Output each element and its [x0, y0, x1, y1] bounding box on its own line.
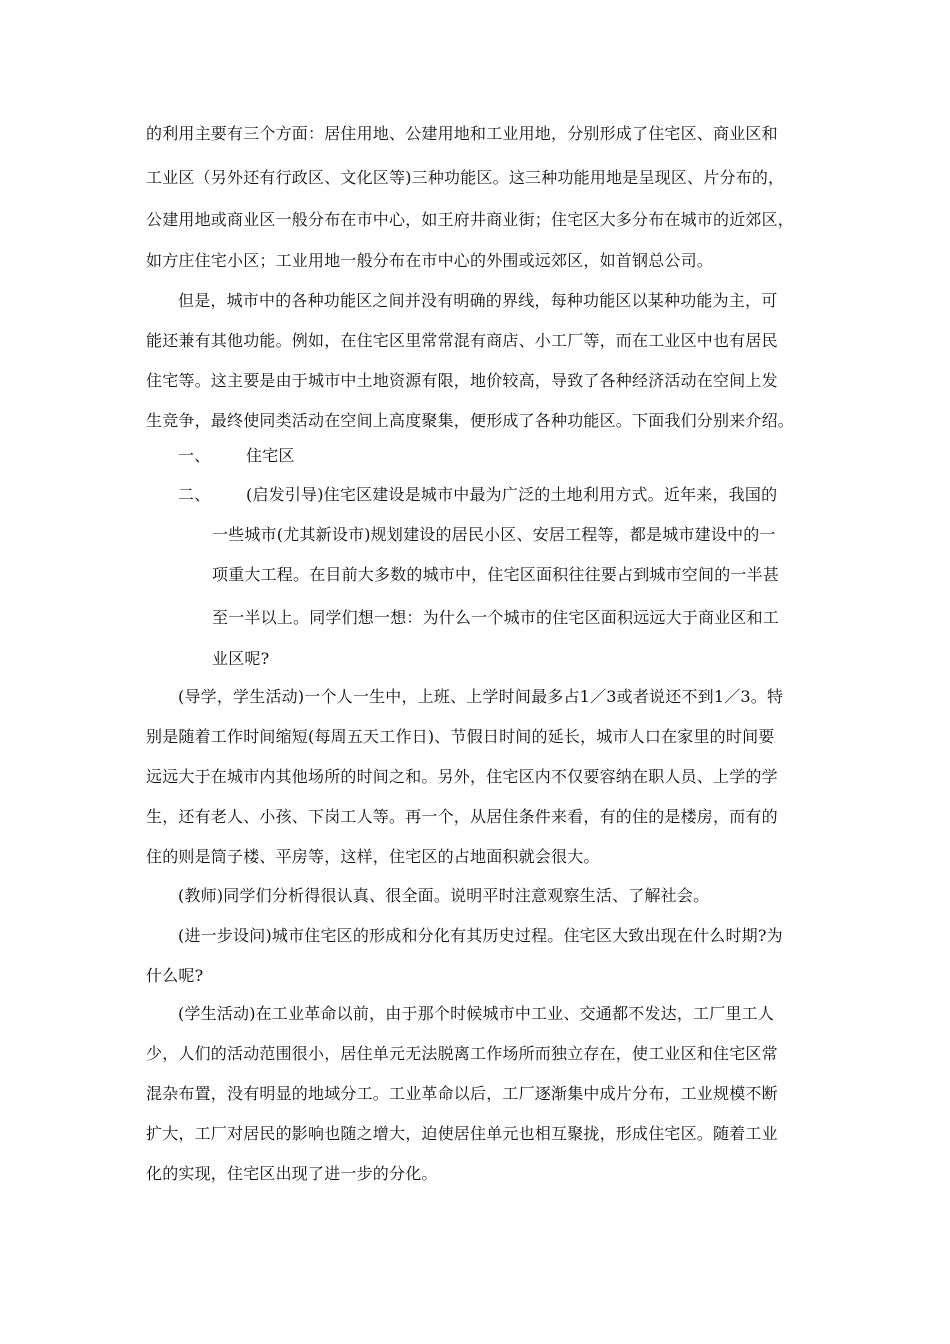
paragraph-line: 别是随着工作时间缩短(每周五天工作日)、节假日时间的延长，城市人口在家里的时间要 — [146, 727, 775, 746]
paragraph-line: 化的实现，住宅区出现了进一步的分化。 — [146, 1164, 438, 1183]
paragraph-line: 项重大工程。在目前大多数的城市中，住宅区面积往往要占到城市空间的一半甚 — [212, 565, 780, 584]
paragraph-line: 少，人们的活动范围很小，居住单元无法脱离工作场所而独立存在，使工业区和住宅区常 — [146, 1044, 778, 1063]
paragraph-line: 至一半以上。同学们想一想：为什么一个城市的住宅区面积远远大于商业区和工 — [212, 608, 780, 627]
paragraph-line: 住宅等。这主要是由于城市中土地资源有限，地价较高，导致了各种经济活动在空间上发 — [146, 371, 778, 390]
paragraph-line: (学生活动)在工业革命以前，由于那个时候城市中工业、交通都不发达，工厂里工人 — [178, 1004, 775, 1023]
list-item-number: 一、 — [178, 446, 211, 465]
list-item-heading: 住宅区 — [246, 446, 295, 465]
paragraph-line: 什么呢? — [146, 966, 204, 985]
paragraph-line: (导学，学生活动)一个人一生中，上班、上学时间最多占1／3或者说还不到1／3。特 — [178, 687, 784, 706]
paragraph-line: 住的则是筒子楼、平房等，这样，住宅区的占地面积就会很大。 — [146, 847, 600, 866]
paragraph-line: 但是，城市中的各种功能区之间并没有明确的界线，每种功能区以某种功能为主，可 — [178, 291, 778, 310]
paragraph-line: 远远大于在城市内其他场所的时间之和。另外，住宅区内不仅要容纳在职人员、上学的学 — [146, 767, 778, 786]
paragraph-line: (教师)同学们分析得很认真、很全面。说明平时注意观察生活、了解社会。 — [178, 886, 710, 905]
paragraph-line: 业区呢? — [212, 649, 270, 668]
paragraph-line: (启发引导)住宅区建设是城市中最为广泛的土地利用方式。近年来，我国的 — [246, 485, 778, 504]
list-item-number: 二、 — [178, 485, 211, 504]
paragraph-line: 生竞争，最终使同类活动在空间上高度聚集，便形成了各种功能区。下面我们分别来介绍。 — [146, 411, 795, 430]
paragraph-line: 公建用地或商业区一般分布在市中心，如王府井商业街；住宅区大多分布在城市的近郊区， — [146, 210, 795, 229]
paragraph-line: 混杂布置，没有明显的地域分工。工业革命以后，工厂逐渐集中成片分布，工业规模不断 — [146, 1084, 778, 1103]
paragraph-line: 能还兼有其他功能。例如，在住宅区里常常混有商店、小工厂等，而在工业区中也有居民 — [146, 331, 778, 350]
paragraph-line: 一些城市(尤其新设市)规划建设的居民小区、安居工程等，都是城市建设中的一 — [212, 525, 776, 544]
paragraph-line: (进一步设问)城市住宅区的形成和分化有其历史过程。住宅区大致出现在什么时期?为 — [178, 926, 783, 945]
paragraph-line: 如方庄住宅小区；工业用地一般分布在市中心的外围或远郊区，如首钢总公司。 — [146, 251, 714, 270]
paragraph-line: 的利用主要有三个方面：居住用地、公建用地和工业用地，分别形成了住宅区、商业区和 — [146, 124, 778, 143]
paragraph-line: 生，还有老人、小孩、下岗工人等。再一个，从居住条件来看，有的住的是楼房，而有的 — [146, 807, 778, 826]
paragraph-line: 工业区（另外还有行政区、文化区等)三种功能区。这三种功能用地是呈现区、片分布的， — [146, 168, 785, 187]
paragraph-line: 扩大，工厂对居民的影响也随之增大，迫使居住单元也相互聚拢，形成住宅区。随着工业 — [146, 1124, 778, 1143]
